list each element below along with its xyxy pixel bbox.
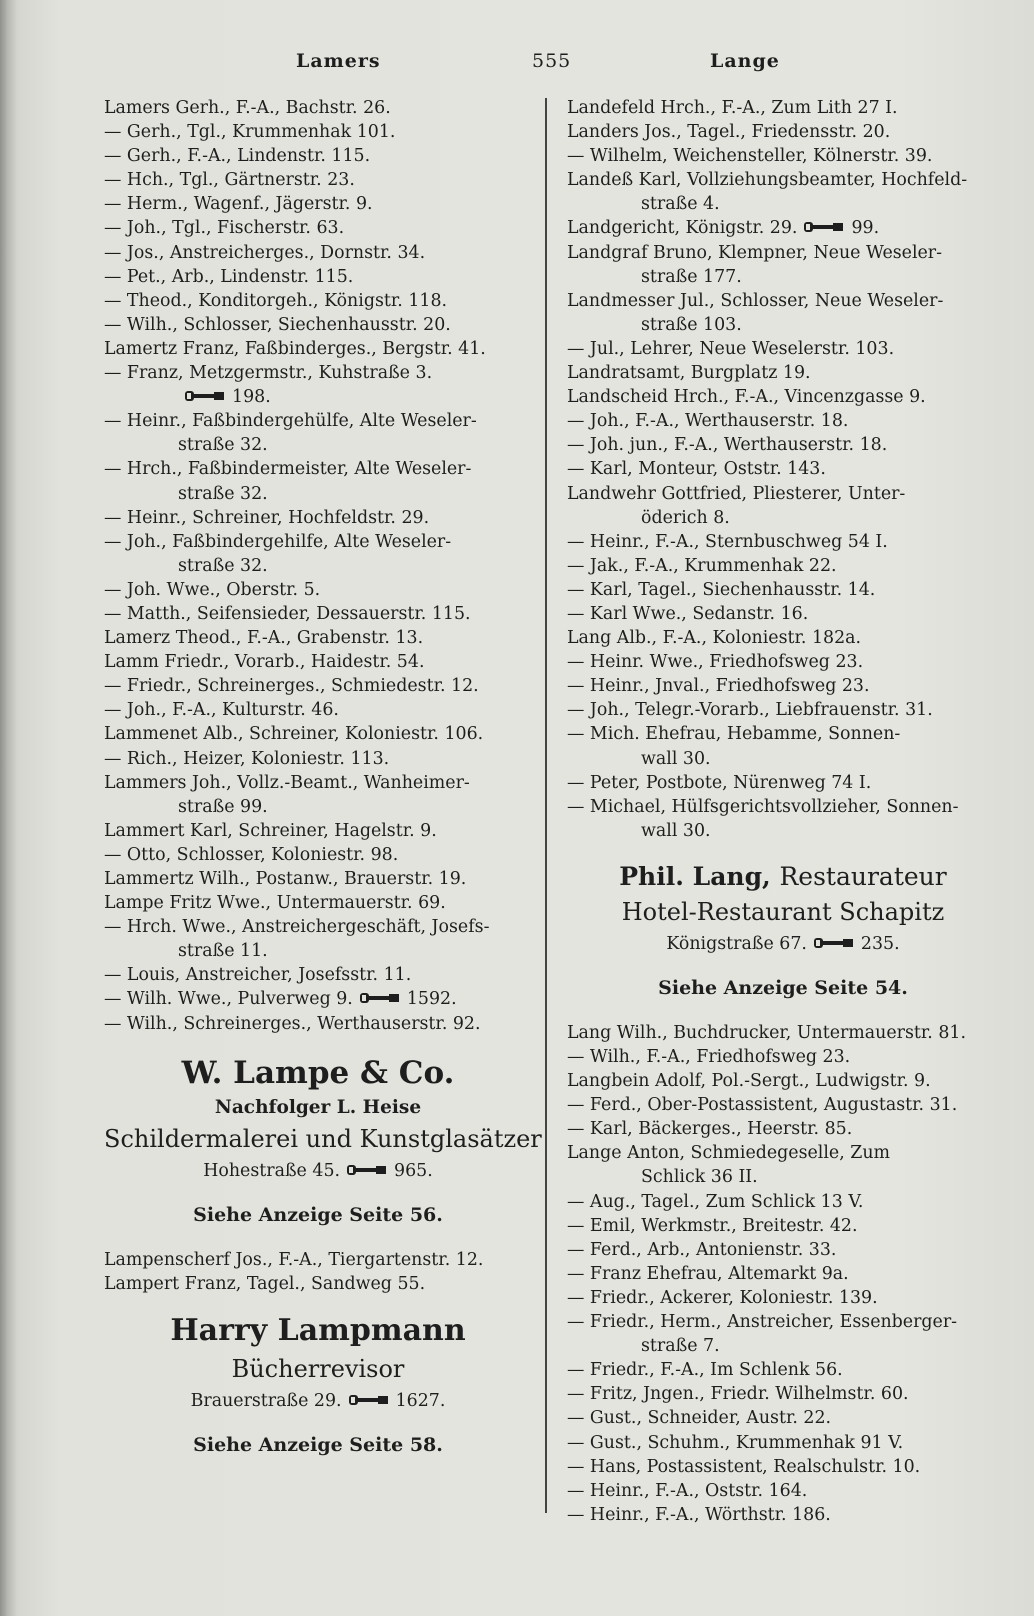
directory-entry <box>104 337 532 361</box>
directory-entry <box>567 385 999 409</box>
entry-text: Landmesser Jul., Schlosser, Neue Weseler- <box>567 290 944 311</box>
entry-text: — Mich. Ehefrau, Hebamme, Sonnen- <box>567 724 901 745</box>
directory-entry <box>567 482 999 506</box>
entry-text: Lamertz Franz, Faßbinderges., Bergstr. 41. <box>104 338 486 359</box>
entry-text: — Gerh., Tgl., Krummenhak 101. <box>104 122 396 143</box>
directory-entry <box>567 1455 999 1479</box>
directory-entry <box>567 578 999 602</box>
entry-text: — Aug., Tagel., Zum Schlick 13 V. <box>567 1191 864 1212</box>
left-entries-2 <box>104 1248 532 1296</box>
ad-lang-phone: 235. <box>860 933 900 954</box>
directory-entry <box>104 409 532 433</box>
entry-text: — Louis, Anstreicher, Josefsstr. 11. <box>104 965 412 986</box>
entry-text: — Ferd., Ober-Postassistent, Augustastr. 31. <box>567 1095 958 1116</box>
entry-text: — Karl Wwe., Sedanstr. 16. <box>567 603 809 624</box>
directory-entry <box>567 265 999 289</box>
directory-entry <box>567 1286 999 1310</box>
entry-text: — Franz, Metzgermstr., Kuhstraße 3. <box>104 363 433 384</box>
ad-lampe-firm: W. Lampe & Co. <box>181 1054 455 1091</box>
directory-entry <box>567 361 999 385</box>
entry-text: wall 30. <box>641 820 711 841</box>
entry-phone-number: 1592. <box>406 989 457 1010</box>
entry-text: Landefeld Hrch., F.-A., Zum Lith 27 I. <box>567 98 898 118</box>
directory-entry <box>567 819 999 843</box>
directory-entry <box>104 506 532 530</box>
directory-entry <box>567 747 999 771</box>
entry-text: straße 32. <box>178 435 268 456</box>
entry-text: — Friedr., Ackerer, Koloniestr. 139. <box>567 1287 878 1308</box>
directory-entry <box>104 963 532 987</box>
directory-entry <box>567 1190 999 1214</box>
entry-text: öderich 8. <box>641 507 730 528</box>
ad-lampe-trade: Schildermalerei und Kunstglasätzer <box>104 1124 542 1153</box>
entry-text: 198. <box>232 387 271 408</box>
entry-text: Lamm Friedr., Vorarb., Haidestr. 54. <box>104 652 425 673</box>
entry-text: — Otto, Schlosser, Koloniestr. 98. <box>104 844 399 865</box>
directory-entry <box>567 1045 999 1069</box>
directory-entry <box>104 265 532 289</box>
directory-entry <box>104 216 532 240</box>
entry-text: Landratsamt, Burgplatz 19. <box>567 363 811 384</box>
entry-text: — Wilh., F.-A., Friedhofsweg 23. <box>567 1047 851 1067</box>
entry-text: — Heinr. Wwe., Friedhofsweg 23. <box>567 652 864 673</box>
entry-text: wall 30. <box>641 748 711 769</box>
directory-entry <box>567 1431 999 1455</box>
ad-lampe-contact <box>104 1156 532 1186</box>
entry-text: straße 32. <box>178 555 268 576</box>
ad-lampmann-phone: 1627. <box>395 1390 446 1411</box>
directory-entry <box>104 289 532 313</box>
directory-entry <box>104 843 532 867</box>
entry-text: Lamerz Theod., F.-A., Grabenstr. 13. <box>104 628 424 649</box>
directory-entry <box>567 1069 999 1093</box>
entry-text: — Jos., Anstreicherges., Dornstr. 34. <box>104 242 426 263</box>
entry-text: — Wilhelm, Weichensteller, Kölnerstr. 39. <box>567 146 933 167</box>
ad-lang-firm: Phil. Lang, <box>619 861 771 891</box>
entry-text: — Joh., F.-A., Werthauserstr. 18. <box>567 411 849 432</box>
directory-entry <box>104 120 532 144</box>
entry-text: Landscheid Hrch., F.-A., Vincenzgasse 9. <box>567 387 926 408</box>
entry-text: — Wilh., Schreinerges., Werthauserstr. 92. <box>104 1013 481 1034</box>
entry-text: — Herm., Wagenf., Jägerstr. 9. <box>104 194 373 215</box>
directory-entry <box>104 1248 532 1272</box>
entry-text: — Wilh., Schlosser, Siechenhausstr. 20. <box>104 314 451 335</box>
directory-entry <box>104 192 532 216</box>
right-entries-2 <box>567 1021 999 1527</box>
directory-entry <box>567 602 999 626</box>
directory-entry <box>567 1262 999 1286</box>
ad-lang-contact <box>567 929 999 959</box>
directory-entry <box>567 168 999 192</box>
directory-entry <box>104 96 532 120</box>
directory-entry <box>567 554 999 578</box>
ad-lampmann-address: Brauerstraße 29. <box>190 1390 342 1411</box>
directory-entry <box>567 1406 999 1430</box>
directory-entry <box>104 1272 532 1296</box>
entry-text: — Joh., Tgl., Fischerstr. 63. <box>104 218 345 239</box>
entry-text: Landwehr Gottfried, Pliesterer, Unter- <box>567 483 906 504</box>
left-column <box>104 96 542 1478</box>
entry-text: — Hch., Tgl., Gärtnerstr. 23. <box>104 170 355 191</box>
directory-entry <box>567 1214 999 1238</box>
entry-text: Landgraf Bruno, Klempner, Neue Weseler- <box>567 242 943 263</box>
ad-lampmann <box>104 1310 532 1460</box>
directory-entry <box>104 313 532 337</box>
entry-text: — Heinr., Schreiner, Hochfeldstr. 29. <box>104 507 430 528</box>
ad-lampmann-reference: Siehe Anzeige Seite 58. <box>193 1433 443 1456</box>
entry-text: — Franz Ehefrau, Altemarkt 9a. <box>567 1263 849 1284</box>
entry-phone-number: 99. <box>851 218 880 239</box>
telephone-receiver-icon <box>178 387 232 407</box>
right-column <box>567 96 999 1527</box>
entry-text: Lang Alb., F.-A., Koloniestr. 182a. <box>567 628 862 649</box>
ad-lang-address: Königstraße 67. <box>666 933 807 954</box>
entry-text: — Wilh. Wwe., Pulverweg 9. <box>104 989 353 1010</box>
directory-entry <box>104 650 532 674</box>
entry-text: straße 4. <box>641 194 720 215</box>
entry-text: Schlick 36 II. <box>641 1167 758 1188</box>
right-entries <box>567 96 999 843</box>
directory-entry <box>104 361 532 385</box>
directory-entry <box>567 144 999 168</box>
entry-text: Lammenet Alb., Schreiner, Koloniestr. 106. <box>104 724 484 745</box>
directory-entry <box>104 433 532 457</box>
entry-text: — Gust., Schuhm., Krummenhak 91 V. <box>567 1432 904 1453</box>
telephone-receiver-icon <box>342 1391 396 1411</box>
directory-entry <box>567 120 999 144</box>
entry-text: — Joh., Faßbindergehilfe, Alte Weseler- <box>104 531 452 552</box>
directory-entry <box>567 650 999 674</box>
directory-entry <box>567 1021 999 1045</box>
directory-entry <box>567 1334 999 1358</box>
directory-entry <box>567 1479 999 1503</box>
directory-entry <box>104 168 532 192</box>
entry-text: — Jak., F.-A., Krummenhak 22. <box>567 555 837 576</box>
entry-text: Lamers Gerh., F.-A., Bachstr. 26. <box>104 98 391 118</box>
entry-text: — Heinr., Faßbindergehülfe, Alte Weseler- <box>104 411 477 432</box>
directory-entry <box>104 674 532 698</box>
column-divider <box>545 98 547 1513</box>
directory-entry <box>104 795 532 819</box>
ad-lampe <box>104 1052 542 1230</box>
entry-text: Lammers Joh., Vollz.-Beamt., Wanheimer- <box>104 772 470 793</box>
entry-text: Landeß Karl, Vollziehungsbeamter, Hochfeld- <box>567 170 968 191</box>
header-left-keyword: Lamers <box>296 50 381 72</box>
entry-text: Langbein Adolf, Pol.-Sergt., Ludwigstr. 9. <box>567 1071 931 1092</box>
directory-entry <box>104 867 532 891</box>
directory-entry <box>104 385 532 409</box>
entry-text: — Joh. jun., F.-A., Werthauserstr. 18. <box>567 435 888 456</box>
entry-text: — Karl, Tagel., Siechenhausstr. 14. <box>567 579 876 600</box>
ad-lang <box>567 859 999 1003</box>
telephone-receiver-icon <box>353 989 407 1009</box>
entry-text: Landgericht, Königstr. 29. <box>567 218 798 239</box>
directory-entry <box>104 457 532 481</box>
entry-text: — Hrch., Faßbindermeister, Alte Weseler- <box>104 459 472 480</box>
entry-text: — Friedr., Herm., Anstreicher, Essenberger- <box>567 1312 958 1333</box>
directory-entry <box>567 698 999 722</box>
directory-entry <box>567 1093 999 1117</box>
directory-entry <box>104 626 532 650</box>
entry-text: — Heinr., F.-A., Wörthstr. 186. <box>567 1504 831 1525</box>
entry-text: — Heinr., F.-A., Oststr. 164. <box>567 1480 808 1501</box>
entry-text: — Hrch. Wwe., Anstreichergeschäft, Josefs- <box>104 917 490 938</box>
entry-text: — Jul., Lehrer, Neue Weselerstr. 103. <box>567 338 895 359</box>
entry-text: — Matth., Seifensieder, Dessauerstr. 115. <box>104 603 471 624</box>
directory-entry <box>567 216 999 240</box>
directory-entry <box>104 819 532 843</box>
ad-lampmann-contact <box>104 1386 532 1416</box>
directory-entry <box>567 1238 999 1262</box>
entry-text: — Joh., Telegr.-Vorarb., Liebfrauenstr. 31. <box>567 700 933 721</box>
directory-entry <box>567 1117 999 1141</box>
directory-entry <box>567 192 999 216</box>
directory-entry <box>567 433 999 457</box>
entry-text: Lampenscherf Jos., F.-A., Tiergartenstr. 12. <box>104 1249 484 1270</box>
ad-lampe-phone: 965. <box>394 1160 433 1181</box>
directory-entry <box>104 891 532 915</box>
ad-lang-firm-trade: Restaurateur <box>779 861 947 891</box>
entry-text: Lammertz Wilh., Postanw., Brauerstr. 19. <box>104 869 467 889</box>
entry-text: Lange Anton, Schmiedegeselle, Zum <box>567 1143 891 1164</box>
entry-text: — Joh., F.-A., Kulturstr. 46. <box>104 700 339 721</box>
ad-lampmann-firm: Harry Lampmann <box>170 1312 466 1348</box>
directory-entry <box>567 313 999 337</box>
directory-entry <box>567 626 999 650</box>
directory-entry <box>104 771 532 795</box>
directory-entry <box>104 482 532 506</box>
directory-entry <box>567 1358 999 1382</box>
ad-lang-reference: Siehe Anzeige Seite 54. <box>658 976 908 999</box>
left-entries <box>104 96 532 1036</box>
directory-entry <box>567 722 999 746</box>
entry-text: — Joh. Wwe., Oberstr. 5. <box>104 579 321 600</box>
entry-text: straße 177. <box>641 266 742 287</box>
entry-text: — Pet., Arb., Lindenstr. 115. <box>104 266 354 287</box>
directory-entry <box>104 530 532 554</box>
ad-lampmann-trade: Bücherrevisor <box>231 1354 405 1383</box>
entry-text: Landers Jos., Tagel., Friedensstr. 20. <box>567 122 891 143</box>
ad-lang-title <box>567 859 999 895</box>
directory-entry <box>104 987 532 1011</box>
ad-lampe-address: Hohestraße 45. <box>203 1160 341 1181</box>
entry-text: — Heinr., Jnval., Friedhofsweg 23. <box>567 676 870 697</box>
entry-text: — Karl, Bäckerges., Heerstr. 85. <box>567 1119 853 1140</box>
directory-entry <box>567 1165 999 1189</box>
entry-text: — Michael, Hülfsgerichtsvollzieher, Sonnen- <box>567 796 959 817</box>
entry-text: — Karl, Monteur, Oststr. 143. <box>567 459 826 480</box>
entry-text: straße 99. <box>178 796 268 817</box>
entry-text: — Hans, Postassistent, Realschulstr. 10. <box>567 1456 921 1477</box>
directory-entry <box>104 1012 532 1036</box>
entry-text: Lampe Fritz Wwe., Untermauerstr. 69. <box>104 893 446 914</box>
telephone-receiver-icon <box>807 934 861 954</box>
entry-text: straße 11. <box>178 941 268 962</box>
entry-text: — Ferd., Arb., Antonienstr. 33. <box>567 1239 837 1260</box>
directory-entry <box>104 747 532 771</box>
entry-text: — Emil, Werkmstr., Breitestr. 42. <box>567 1215 858 1236</box>
directory-entry <box>104 144 532 168</box>
directory-entry <box>567 1503 999 1527</box>
entry-text: — Fritz, Jngen., Friedr. Wilhelmstr. 60. <box>567 1384 909 1405</box>
ad-lampe-reference: Siehe Anzeige Seite 56. <box>193 1203 443 1226</box>
entry-text: — Heinr., F.-A., Sternbuschweg 54 I. <box>567 531 888 552</box>
entry-text: — Gerh., F.-A., Lindenstr. 115. <box>104 146 371 167</box>
directory-entry <box>567 506 999 530</box>
directory-entry <box>567 795 999 819</box>
directory-entry <box>567 771 999 795</box>
directory-entry <box>104 578 532 602</box>
directory-entry <box>567 1382 999 1406</box>
entry-text: — Theod., Konditorgeh., Königstr. 118. <box>104 290 448 311</box>
entry-text: — Rich., Heizer, Koloniestr. 113. <box>104 748 390 769</box>
directory-entry <box>104 698 532 722</box>
page-number: 555 <box>532 50 572 72</box>
entry-text: straße 7. <box>641 1336 720 1357</box>
entry-text: — Gust., Schneider, Austr. 22. <box>567 1408 832 1429</box>
entry-text: — Friedr., Schreinerges., Schmiedestr. 12. <box>104 676 479 697</box>
directory-entry <box>567 1310 999 1334</box>
entry-text: — Peter, Postbote, Nürenweg 74 I. <box>567 772 872 793</box>
ad-lampe-successor: Nachfolger L. Heise <box>214 1096 422 1118</box>
directory-entry <box>104 722 532 746</box>
entry-text: straße 103. <box>641 314 742 335</box>
telephone-receiver-icon <box>340 1161 394 1181</box>
entry-text: straße 32. <box>178 483 268 504</box>
directory-entry <box>104 939 532 963</box>
directory-entry <box>567 241 999 265</box>
directory-entry <box>567 457 999 481</box>
directory-entry <box>567 96 999 120</box>
ad-lang-hotel: Hotel-Restaurant Schapitz <box>621 897 945 926</box>
directory-entry <box>567 289 999 313</box>
directory-entry <box>104 241 532 265</box>
directory-entry <box>104 554 532 578</box>
entry-text: Lang Wilh., Buchdrucker, Untermauerstr. 81. <box>567 1022 966 1043</box>
directory-entry <box>567 337 999 361</box>
entry-text: — Friedr., F.-A., Im Schlenk 56. <box>567 1360 843 1381</box>
directory-entry <box>567 530 999 554</box>
header-right-keyword: Lange <box>710 50 780 72</box>
entry-text: Lammert Karl, Schreiner, Hagelstr. 9. <box>104 820 437 841</box>
directory-entry <box>567 1141 999 1165</box>
directory-entry <box>567 674 999 698</box>
directory-entry <box>104 602 532 626</box>
directory-entry <box>104 915 532 939</box>
directory-entry <box>567 409 999 433</box>
telephone-receiver-icon <box>797 218 851 238</box>
entry-text: Lampert Franz, Tagel., Sandweg 55. <box>104 1273 426 1294</box>
